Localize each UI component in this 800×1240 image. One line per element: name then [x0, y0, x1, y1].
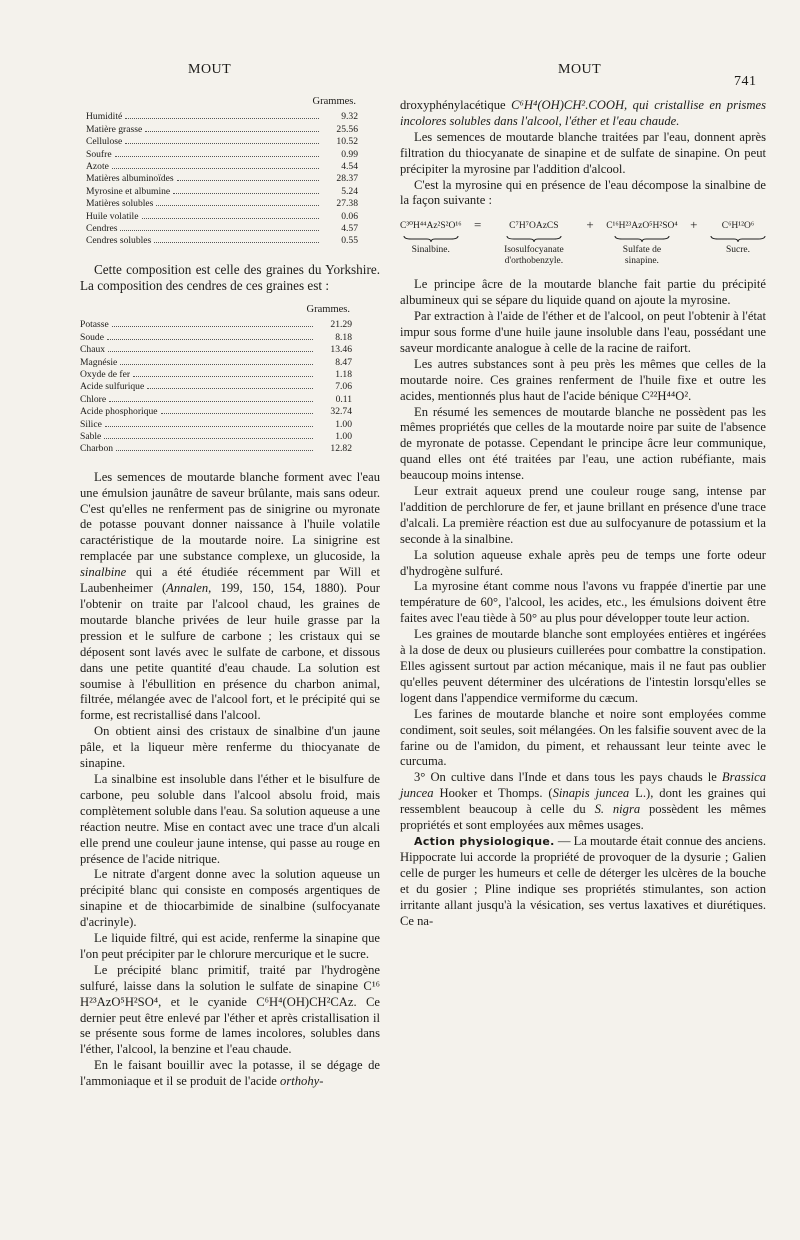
paragraph: Les semences de moutarde blanche traitées par l'eau, donnent après filtration du thiocyanate de sinapine et de sulfate de sinapine. On peut précipiter la myrosine par l'addition d'alcool.: [400, 129, 766, 176]
compound-label: Isosulfocyanate d'orthobenzyle.: [504, 245, 564, 267]
paragraph: [400, 770, 766, 834]
row-name: Humidité: [86, 111, 123, 123]
text-run: Le nitrate d'argent donne avec la solution aqueuse un précipité blanc qui consiste en composés argentiques de sinapine et de thiocarbimide de sinalbine (sulfocyanate d'acrinyle).: [80, 867, 380, 930]
row-value: 8.18: [335, 331, 352, 343]
row-name: Acide phosphorique: [80, 406, 158, 418]
leader-dots: [154, 242, 319, 243]
row-name: Matières solubles: [86, 198, 154, 210]
leader-dots: [177, 180, 319, 181]
leader-dots: [147, 388, 313, 389]
leader-dots: [161, 413, 313, 414]
leader-dots: [105, 426, 313, 427]
running-head-right: MOUT: [558, 62, 602, 77]
paragraph: La solution aqueuse exhale après peu de temps une forte odeur d'hydrogène sulfuré.: [400, 547, 766, 578]
equation-term: [710, 219, 766, 256]
underbrace-icon: [614, 235, 670, 243]
underbrace-icon: [403, 235, 459, 243]
table-row: [80, 406, 352, 418]
row-name: Cendres solubles: [86, 235, 152, 247]
table-row: [86, 198, 358, 210]
paragraph: [80, 1058, 380, 1090]
row-name: Chlore: [80, 393, 107, 405]
table-row: [86, 186, 358, 198]
left-column: [80, 96, 380, 1090]
table-row: [80, 344, 352, 356]
chemical-formula: C¹⁶H²³AzO⁵H²SO⁴: [606, 221, 678, 232]
paragraph: Les autres substances sont à peu près les mêmes que celles de la moutarde noire. Ces graines renferment de l'huile fixe et outre les acides, mentionnés plus haut de l'acide bénique C²²H⁴⁴O².: [400, 356, 766, 403]
row-name: Cellulose: [86, 136, 123, 148]
equation-term: [606, 219, 677, 267]
row-name: Sable: [80, 430, 102, 442]
row-value: 8.47: [335, 356, 352, 368]
row-name: Huile volatile: [86, 210, 139, 222]
right-column: [400, 98, 766, 929]
paragraph: [80, 931, 380, 963]
leader-dots: [116, 450, 313, 451]
row-name: Soufre: [86, 148, 112, 160]
row-name: Acide sulfurique: [80, 381, 145, 393]
row-name: Azote: [86, 161, 109, 173]
row-name: Silice: [80, 418, 102, 430]
chemical-formula: C⁶H¹²O⁶: [721, 221, 755, 232]
text-run: , 199, 150, 154, 1880). Pour l'obtenir on traite par l'alcool chaud, les graines de moutarde blanche privées de leur huile grasse par la pression et le sulfure de carbone ; les cristaux qui se déposent sont lavés avec le sulfate de carbone, et dissous dans une petite quantité d'eau chaude. La solution est soumise à l'ébullition en présence du charbon animal, filtrée, mélangée avec de l'alcool fort, et le précipité qui se forme, est recristallisé dans l'alcool.: [80, 581, 380, 723]
table-row: [86, 149, 358, 161]
row-value: 25.56: [336, 123, 358, 135]
leader-dots: [156, 205, 319, 206]
table-row: [80, 381, 352, 393]
row-value: 0.99: [341, 148, 358, 160]
paragraph: [80, 963, 380, 1058]
text-run: On obtient ainsi des cristaux de sinalbine d'un jaune pâle, et la liqueur mère renferme du thiocyanate de sinapine.: [80, 724, 380, 771]
leader-dots: [133, 376, 313, 377]
row-name: Magnésie: [80, 356, 118, 368]
right-paragraphs-a: [400, 130, 766, 210]
table-units: Grammes.: [306, 303, 350, 315]
compound-label: Sinalbine.: [411, 245, 450, 256]
row-value: 12.82: [330, 443, 352, 455]
text-run: Le liquide filtré, qui est acide, renferme la sinapine que l'on peut précipiter par le chlorure mercurique et le sucre.: [80, 931, 380, 961]
row-value: 0.11: [335, 393, 352, 405]
table-row: [80, 394, 352, 406]
paragraph: C'est la myrosine qui en présence de l'eau décompose la sinalbine de la façon suivante :: [400, 177, 766, 208]
underbrace-icon: [710, 235, 766, 243]
italic-text: Annalen: [166, 581, 209, 596]
leader-dots: [115, 156, 319, 157]
paragraph: Par extraction à l'aide de l'éther et de l'alcool, on peut l'obtenir à l'état impur sous forme d'une huile jaune insoluble dans l'eau, possédant une saveur mordicante analogue à celle de la racine de raifort.: [400, 309, 766, 355]
seed-composition-table: [80, 96, 380, 248]
table-row: [86, 124, 358, 136]
paragraph: Les farines de moutarde blanche et noire sont employées comme condiment, soit seules, soit mélangées. On les falsifie souvent avec de la farine ou de l'amidon, du piment, et rehaussant leur teinte avec le curcuma.: [400, 706, 766, 769]
row-value: 1.18: [335, 368, 352, 380]
leader-dots: [109, 401, 313, 402]
paragraph: [80, 724, 380, 772]
row-name: Potasse: [80, 319, 109, 331]
italic-text: sinalbine: [80, 565, 127, 580]
row-value: 1.00: [335, 418, 352, 430]
row-value: 13.46: [330, 344, 352, 356]
composition-note: Cette composition est celle des graines du Yorkshire. La composition des cendres de ces graines est :: [80, 261, 380, 293]
paragraph: [80, 772, 380, 867]
equals-sign: =: [474, 217, 482, 233]
row-value: 0.55: [341, 235, 358, 247]
paragraph: [80, 867, 380, 931]
leader-dots: [125, 118, 319, 119]
row-value: 28.37: [336, 173, 358, 185]
paragraph: Le principe âcre de la moutarde blanche fait partie du précipité albumineux qui se sépare du liquide quand on ajoute la myrosine.: [400, 277, 766, 308]
row-name: Matière grasse: [86, 123, 143, 135]
leader-dots: [104, 438, 313, 439]
ash-composition-table: [80, 304, 380, 456]
row-value: 4.57: [341, 223, 358, 235]
italic-text: orthohy-: [280, 1074, 324, 1089]
table-row: [80, 419, 352, 431]
row-value: 0.06: [341, 210, 358, 222]
text-run: Le précipité blanc primitif, traité par l'hydrogène sulfuré, laisse dans la solution le sulfate de sinapine C¹⁶ H²³AzO⁵H²SO⁴, et le cyanide C⁶H⁴(OH)CH²CAz. Ce dernier peut être enlevé par l'éther et après cristallisation il se présente sous forme de lames incolores, solubles dans l'éther, l'alcool, la benzine et l'eau chaude.: [80, 962, 380, 1057]
equation-term: [494, 219, 574, 267]
paragraph: [400, 98, 766, 130]
page-number: 741: [734, 74, 757, 89]
paragraph: [80, 470, 380, 725]
paragraph: Les graines de moutarde blanche sont employées entières et ingérées à la dose de deux ou plusieurs cuillerées pour combattre la constipation. Elles agissent surtout par action mécanique, mais il ne faut pas oublier qu'elles peuvent déterminer des ulcérations de l'intestin lorsqu'elles se logent dans l'appendice vermiforme du cæcum.: [400, 627, 766, 705]
paragraph: En résumé les semences de moutarde blanche ne possèdent pas les mêmes propriétés que celles de la moutarde noire par suite de l'absence de myronate de potasse. Cependant le principe âcre leur communique, quand elles ont été traitées par l'eau, une action rubéfiante, mais beaucoup moins intense.: [400, 404, 766, 483]
text-run: La sinalbine est insoluble dans l'éther et le bisulfure de carbone, peu soluble dans l'alcool absolu froid, mais complètement soluble dans l'eau. Sa solution aqueuse a une réaction neutre. Mise en contact avec une trace d'un alcali elle prend une couleur jaune intense, qui passe au rouge en présence de l'acide nitrique.: [80, 771, 380, 866]
text-run: possèdent les mêmes propriétés et sont employées aux mêmes usages.: [400, 802, 766, 833]
leader-dots: [173, 193, 319, 194]
table-row: [80, 431, 352, 443]
chemical-formula: C⁷H⁷OAzCS: [509, 221, 559, 232]
table-row: [80, 319, 352, 331]
row-value: 21.29: [330, 319, 352, 331]
table-units: Grammes.: [312, 96, 356, 107]
table-row: [80, 443, 352, 455]
table-row: [86, 235, 358, 247]
compound-label: Sulfate de sinapine.: [622, 245, 662, 267]
table-row: [80, 357, 352, 369]
section-text: — La moutarde était connue des anciens. Hippocrate lui accorde la propriété de provoquer de la dysurie ; Galien celle de purger les humeurs et celle de déterger les ulcères de la bouche et du gosier ; Pline indique ses propriétés stimulantes, son action irritante allant jusqu'à la vésication, ses vertus laxatives et diurétiques. Ce na-: [400, 833, 766, 928]
leader-dots: [120, 230, 319, 231]
text-run: Hooker et Thomps. (: [433, 786, 553, 801]
leader-dots: [120, 364, 313, 365]
text-run: Les semences de moutarde blanche forment avec l'eau une émulsion jaunâtre de saveur brûlante, mais sans odeur. C'est qu'elles ne renferment pas de sinigrine ou myronate de potasse pouvant donner naissance à l'huile volatile caractéristique de la moutarde noire. La sinigrine est remplacée par une substance complexe, un glucoside, la: [80, 469, 380, 564]
row-name: Matières albuminoïdes: [86, 173, 174, 185]
italic-text: S. nigra: [594, 802, 641, 817]
underbrace-icon: [506, 235, 562, 243]
table-row: [86, 223, 358, 235]
leader-dots: [125, 143, 319, 144]
leader-dots: [112, 168, 319, 169]
leader-dots: [108, 351, 313, 352]
table-row: [86, 173, 358, 185]
text-run: qui a été étudiée récemment par Will et Laubenheimer (: [80, 565, 380, 596]
row-value: 4.54: [341, 161, 358, 173]
leader-dots: [107, 339, 313, 340]
equation-term: [400, 219, 462, 256]
row-name: Soude: [80, 331, 104, 343]
text-run: L.), dont les graines qui ressemblent beaucoup à celle du: [400, 786, 766, 817]
table-row: [80, 369, 352, 381]
table-row: [86, 211, 358, 223]
leader-dots: [145, 131, 319, 132]
table-row: [86, 136, 358, 148]
paragraph: Leur extrait aqueux prend une couleur rouge sang, intense par l'addition de perchlorure de fer, et jaune brillant en présence d'une trace d'alcali. La première réaction est due au sulfocyanure de potassium et la seconde à la sinalbine.: [400, 484, 766, 546]
italic-text: C⁶H⁴(OH)CH².COOH, qui cristallise en prismes incolores solubles dans l'alcool, l'éther et l'eau chaude.: [400, 98, 766, 128]
row-value: 1.00: [335, 430, 352, 442]
row-name: Myrosine et albumine: [86, 185, 171, 197]
italic-text: Brassica juncea: [400, 770, 766, 801]
left-paragraphs: [80, 470, 380, 1090]
table-row: [80, 332, 352, 344]
plus-sign: +: [690, 217, 698, 233]
row-value: 5.24: [341, 185, 358, 197]
text-run: 3° On cultive dans l'Inde et dans tous les pays chauds le: [414, 770, 722, 785]
row-value: 7.06: [335, 381, 352, 393]
decomposition-equation: [400, 219, 766, 267]
paragraph: La myrosine étant comme nous l'avons vu frappée d'inertie par une température de 60°, l'alcool, les acides, etc., les émulsions doivent être faites avec l'eau tiède à 50° au plus pour développer toute leur action.: [400, 579, 766, 626]
row-name: Cendres: [86, 223, 118, 235]
row-name: Oxyde de fer: [80, 368, 131, 380]
table-row: [86, 161, 358, 173]
italic-text: Sinapis juncea: [552, 786, 630, 801]
section-heading: Action physiologique.: [414, 834, 555, 848]
row-name: Chaux: [80, 344, 106, 356]
row-value: 10.52: [336, 136, 358, 148]
text-run: droxyphénylacétique: [400, 98, 506, 112]
paragraph: [400, 834, 766, 929]
plus-sign: +: [586, 217, 594, 233]
compound-label: Sucre.: [725, 245, 750, 256]
right-paragraphs-b: [400, 277, 766, 770]
running-head-left: MOUT: [188, 62, 232, 77]
row-value: 27.38: [336, 198, 358, 210]
table-row: [86, 111, 358, 123]
row-value: 32.74: [330, 406, 352, 418]
leader-dots: [112, 326, 313, 327]
leader-dots: [142, 218, 320, 219]
row-value: 9.32: [341, 111, 358, 123]
chemical-formula: C³⁰H⁴⁴Az²S²O¹⁶: [400, 221, 462, 232]
row-name: Charbon: [80, 443, 114, 455]
text-run: En le faisant bouillir avec la potasse, il se dégage de l'ammoniaque et il se produit de l'acide: [80, 1058, 380, 1089]
